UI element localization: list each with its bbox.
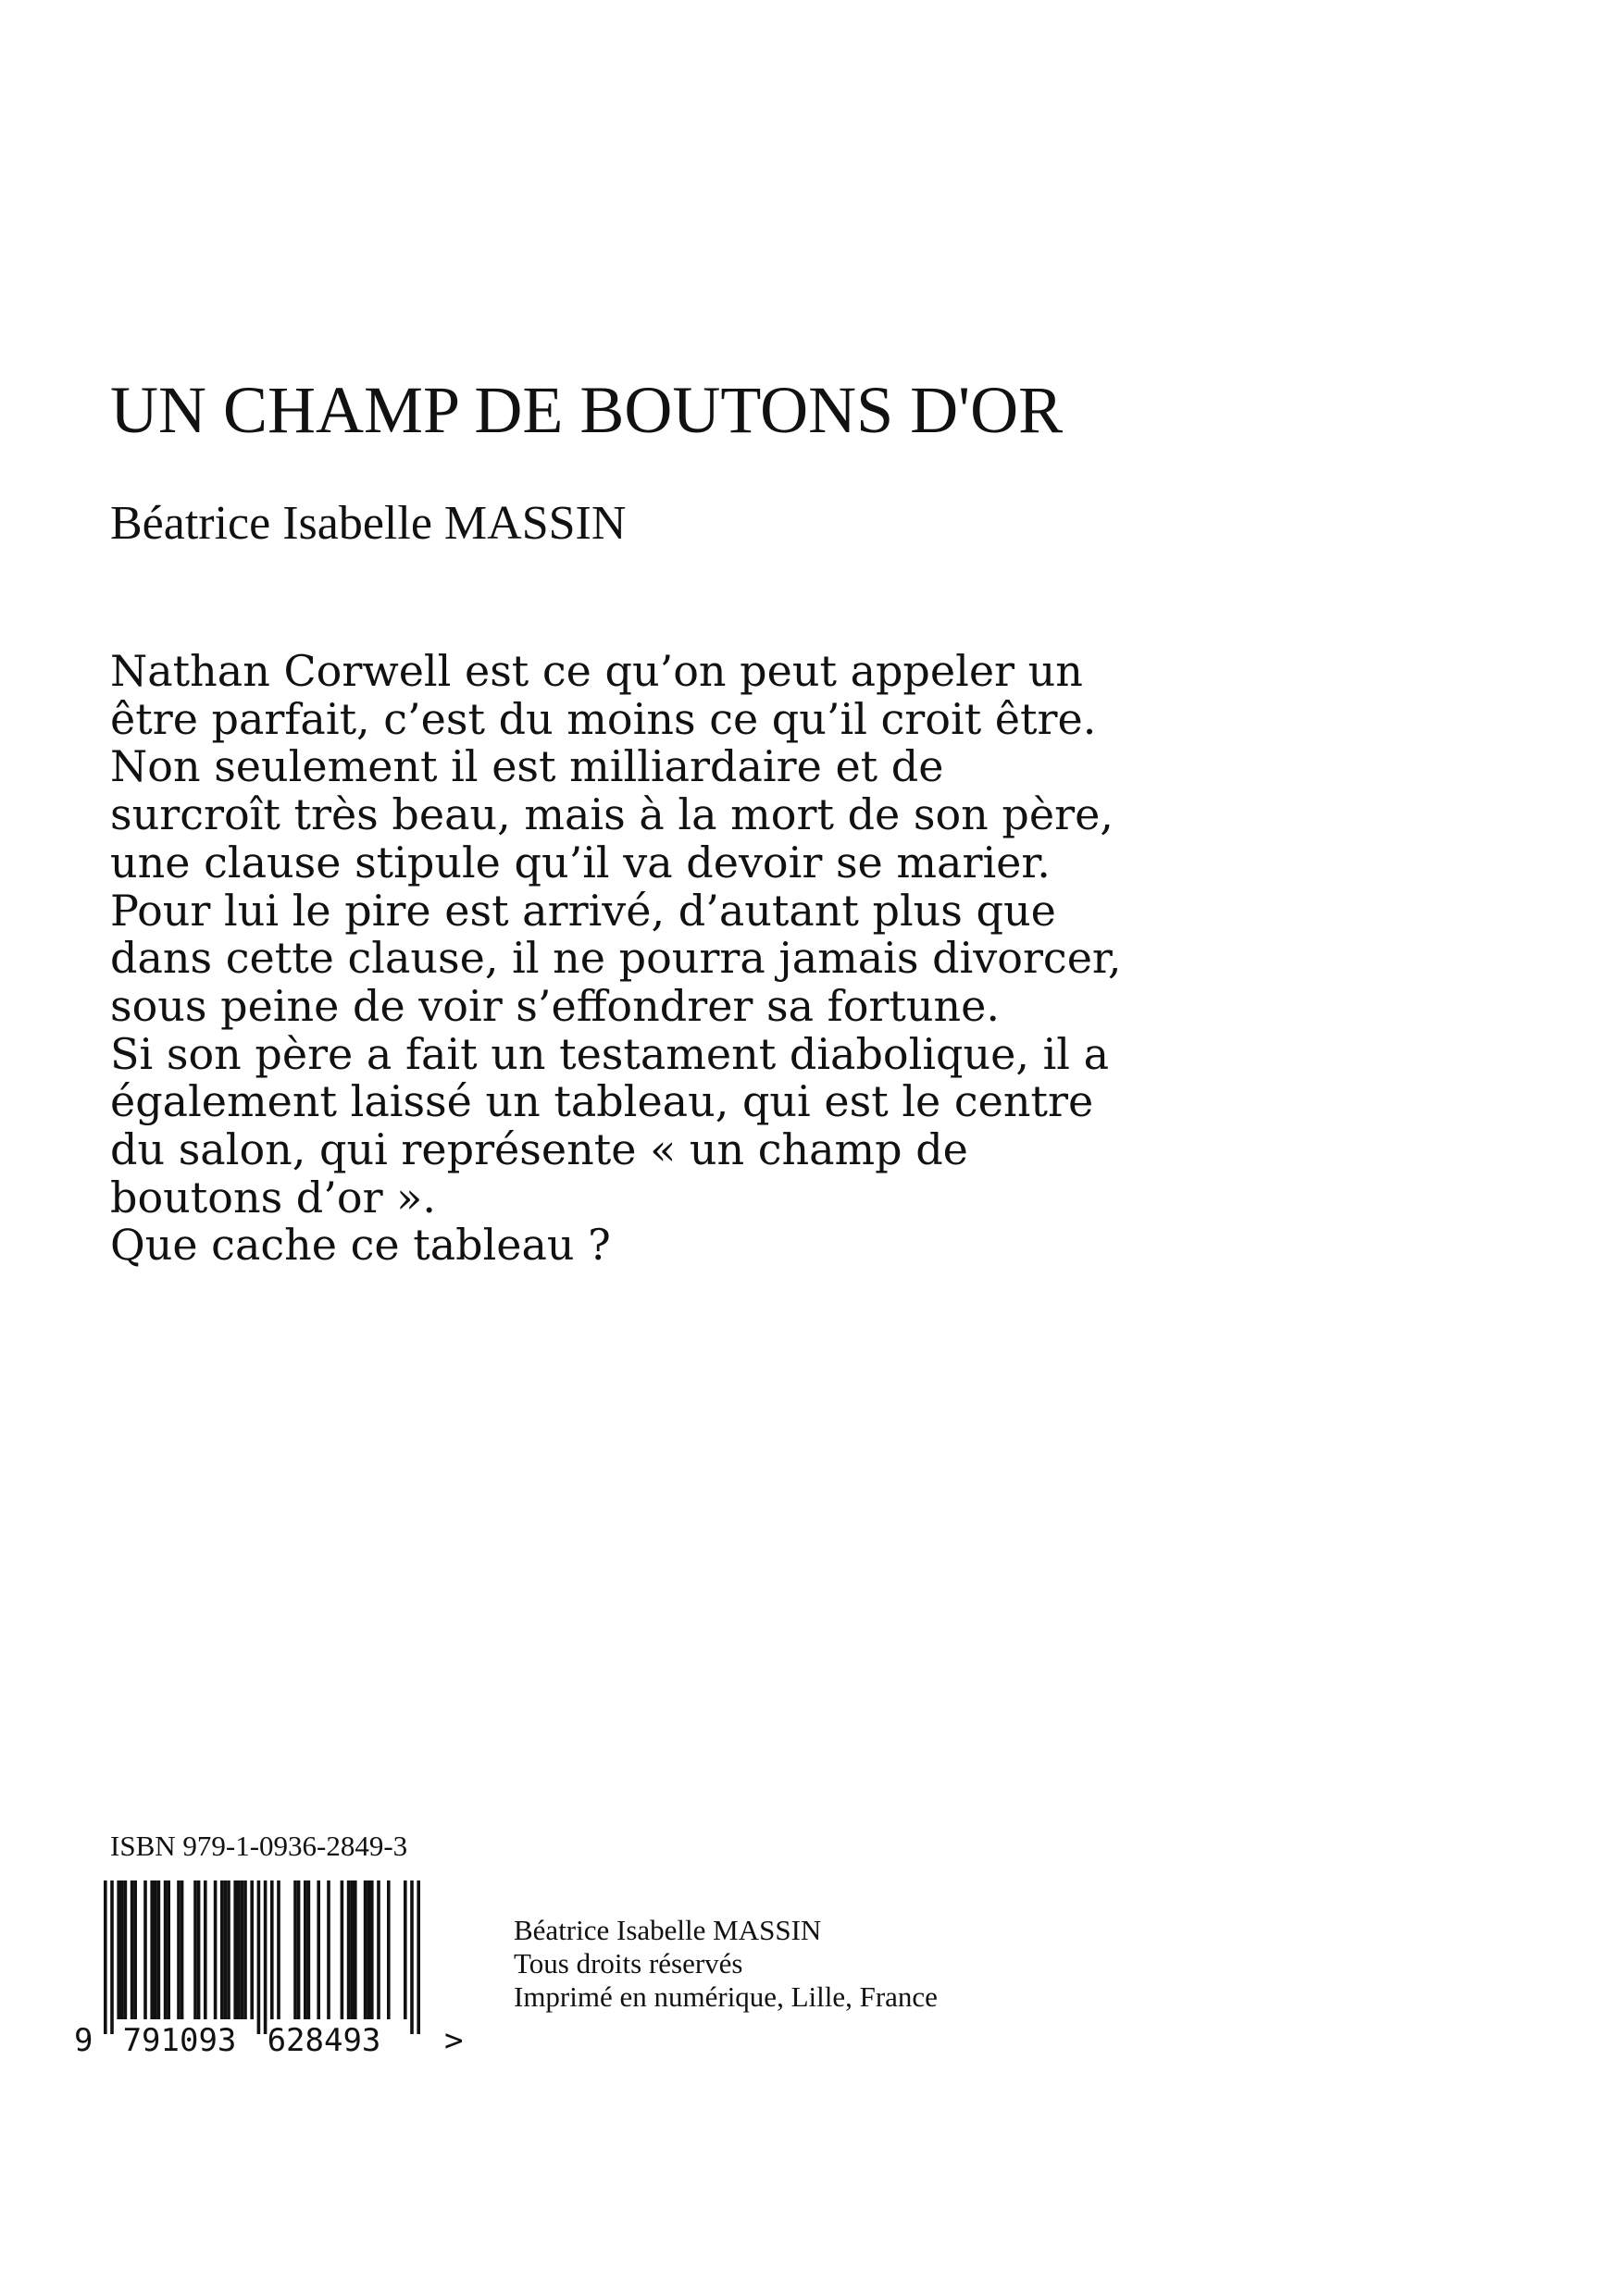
barcode-digits-left: 791093 (122, 2022, 237, 2059)
barcode-bar (243, 1880, 247, 2019)
book-title: UN CHAMP DE BOUTONS D'OR (110, 373, 1064, 447)
barcode-bar (143, 1880, 147, 2019)
imprint-rights: Tous droits réservés (514, 1947, 743, 1980)
barcode-bar (164, 1880, 168, 2019)
barcode-bar (204, 1880, 207, 2019)
barcode-bar (154, 1880, 157, 2019)
barcode-guard-bar (110, 1880, 114, 2034)
imprint-printing: Imprimé en numérique, Lille, France (514, 1980, 938, 2013)
barcode-bar (220, 1880, 224, 2019)
barcode-bars (104, 1880, 420, 2034)
barcode-bar (404, 1880, 407, 2019)
barcode-bar (157, 1880, 161, 2019)
barcode-bar (117, 1880, 120, 2019)
barcode-bar (233, 1880, 237, 2019)
blurb-line: sous peine de voir s’effondrer sa fortune. (110, 980, 1000, 1031)
barcode-bar (307, 1880, 311, 2019)
barcode-bar (250, 1880, 254, 2019)
blurb-line: une clause stipule qu’il va devoir se marier. (110, 837, 1051, 887)
barcode-bar (120, 1880, 124, 2019)
barcode-bar (177, 1880, 180, 2019)
barcode-bar (367, 1880, 370, 2019)
barcode-guard-bar (417, 1880, 420, 2034)
barcode-bar (377, 1880, 380, 2019)
blurb-line: dans cette clause, il ne pourra jamais divorcer, (110, 933, 1122, 984)
blurb-line: Que cache ce tableau ? (110, 1220, 611, 1271)
barcode-bar (180, 1880, 184, 2019)
barcode-bar (237, 1880, 241, 2019)
barcode-bar (277, 1880, 280, 2019)
barcode-bar (214, 1880, 218, 2019)
back-cover-blurb (110, 648, 1258, 1270)
barcode-guard-bar (257, 1880, 261, 2034)
imprint-block (514, 1914, 938, 2014)
blurb-line: Nathan Corwell est ce qu’on peut appeler un (110, 646, 1083, 696)
barcode-digit-lead: 9 (74, 2022, 93, 2059)
barcode-bar (197, 1880, 201, 2019)
barcode-bar (364, 1880, 367, 2019)
barcode-bar (124, 1880, 128, 2019)
barcode-bar (224, 1880, 228, 2019)
barcode-bar (241, 1880, 244, 2019)
blurb-line: boutons d’or ». (110, 1172, 436, 1222)
barcode-bar (297, 1880, 301, 2019)
barcode-bar (317, 1880, 320, 2019)
blurb-line: surcroît très beau, mais à la mort de son père, (110, 789, 1114, 840)
blurb-line: Pour lui le pire est arrivé, d’autant plus que (110, 885, 1056, 936)
barcode-guard-bar (104, 1880, 107, 2034)
isbn-barcode (67, 1879, 464, 2064)
barcode-bar (133, 1880, 137, 2019)
barcode-bar (354, 1880, 357, 2019)
barcode-bar (341, 1880, 344, 2019)
blurb-line: également laissé un tableau, qui est le centre (110, 1076, 1094, 1127)
barcode-bar (193, 1880, 197, 2019)
barcode-bar (227, 1880, 230, 2019)
barcode-bar (131, 1880, 134, 2019)
barcode-bar (150, 1880, 154, 2019)
barcode-bar (387, 1880, 391, 2019)
barcode-digits-right: 628493 (267, 2022, 381, 2059)
barcode-bar (327, 1880, 330, 2019)
barcode-bar (370, 1880, 374, 2019)
barcode-guard-bar (410, 1880, 414, 2034)
barcode-bar (347, 1880, 351, 2019)
imprint-author: Béatrice Isabelle MASSIN (514, 1914, 822, 1946)
barcode-guard-bar (264, 1880, 268, 2034)
isbn-label: ISBN 979-1-0936-2849-3 (110, 1830, 408, 1862)
author-name: Béatrice Isabelle MASSIN (110, 497, 627, 550)
barcode-bar (350, 1880, 354, 2019)
barcode-bar (167, 1880, 170, 2019)
barcode-bar (270, 1880, 274, 2019)
blurb-line: être parfait, c’est du moins ce qu’il croit être. (110, 693, 1097, 744)
blurb-line: Si son père a fait un testament diabolique, il a (110, 1028, 1110, 1079)
blurb-line: du salon, qui représente « un champ de (110, 1124, 968, 1175)
barcode-bar (304, 1880, 307, 2019)
blurb-line: Non seulement il est milliardaire et de (110, 741, 944, 792)
barcode-bar (293, 1880, 297, 2019)
barcode-quiet-zone-marker: > (444, 2022, 464, 2059)
